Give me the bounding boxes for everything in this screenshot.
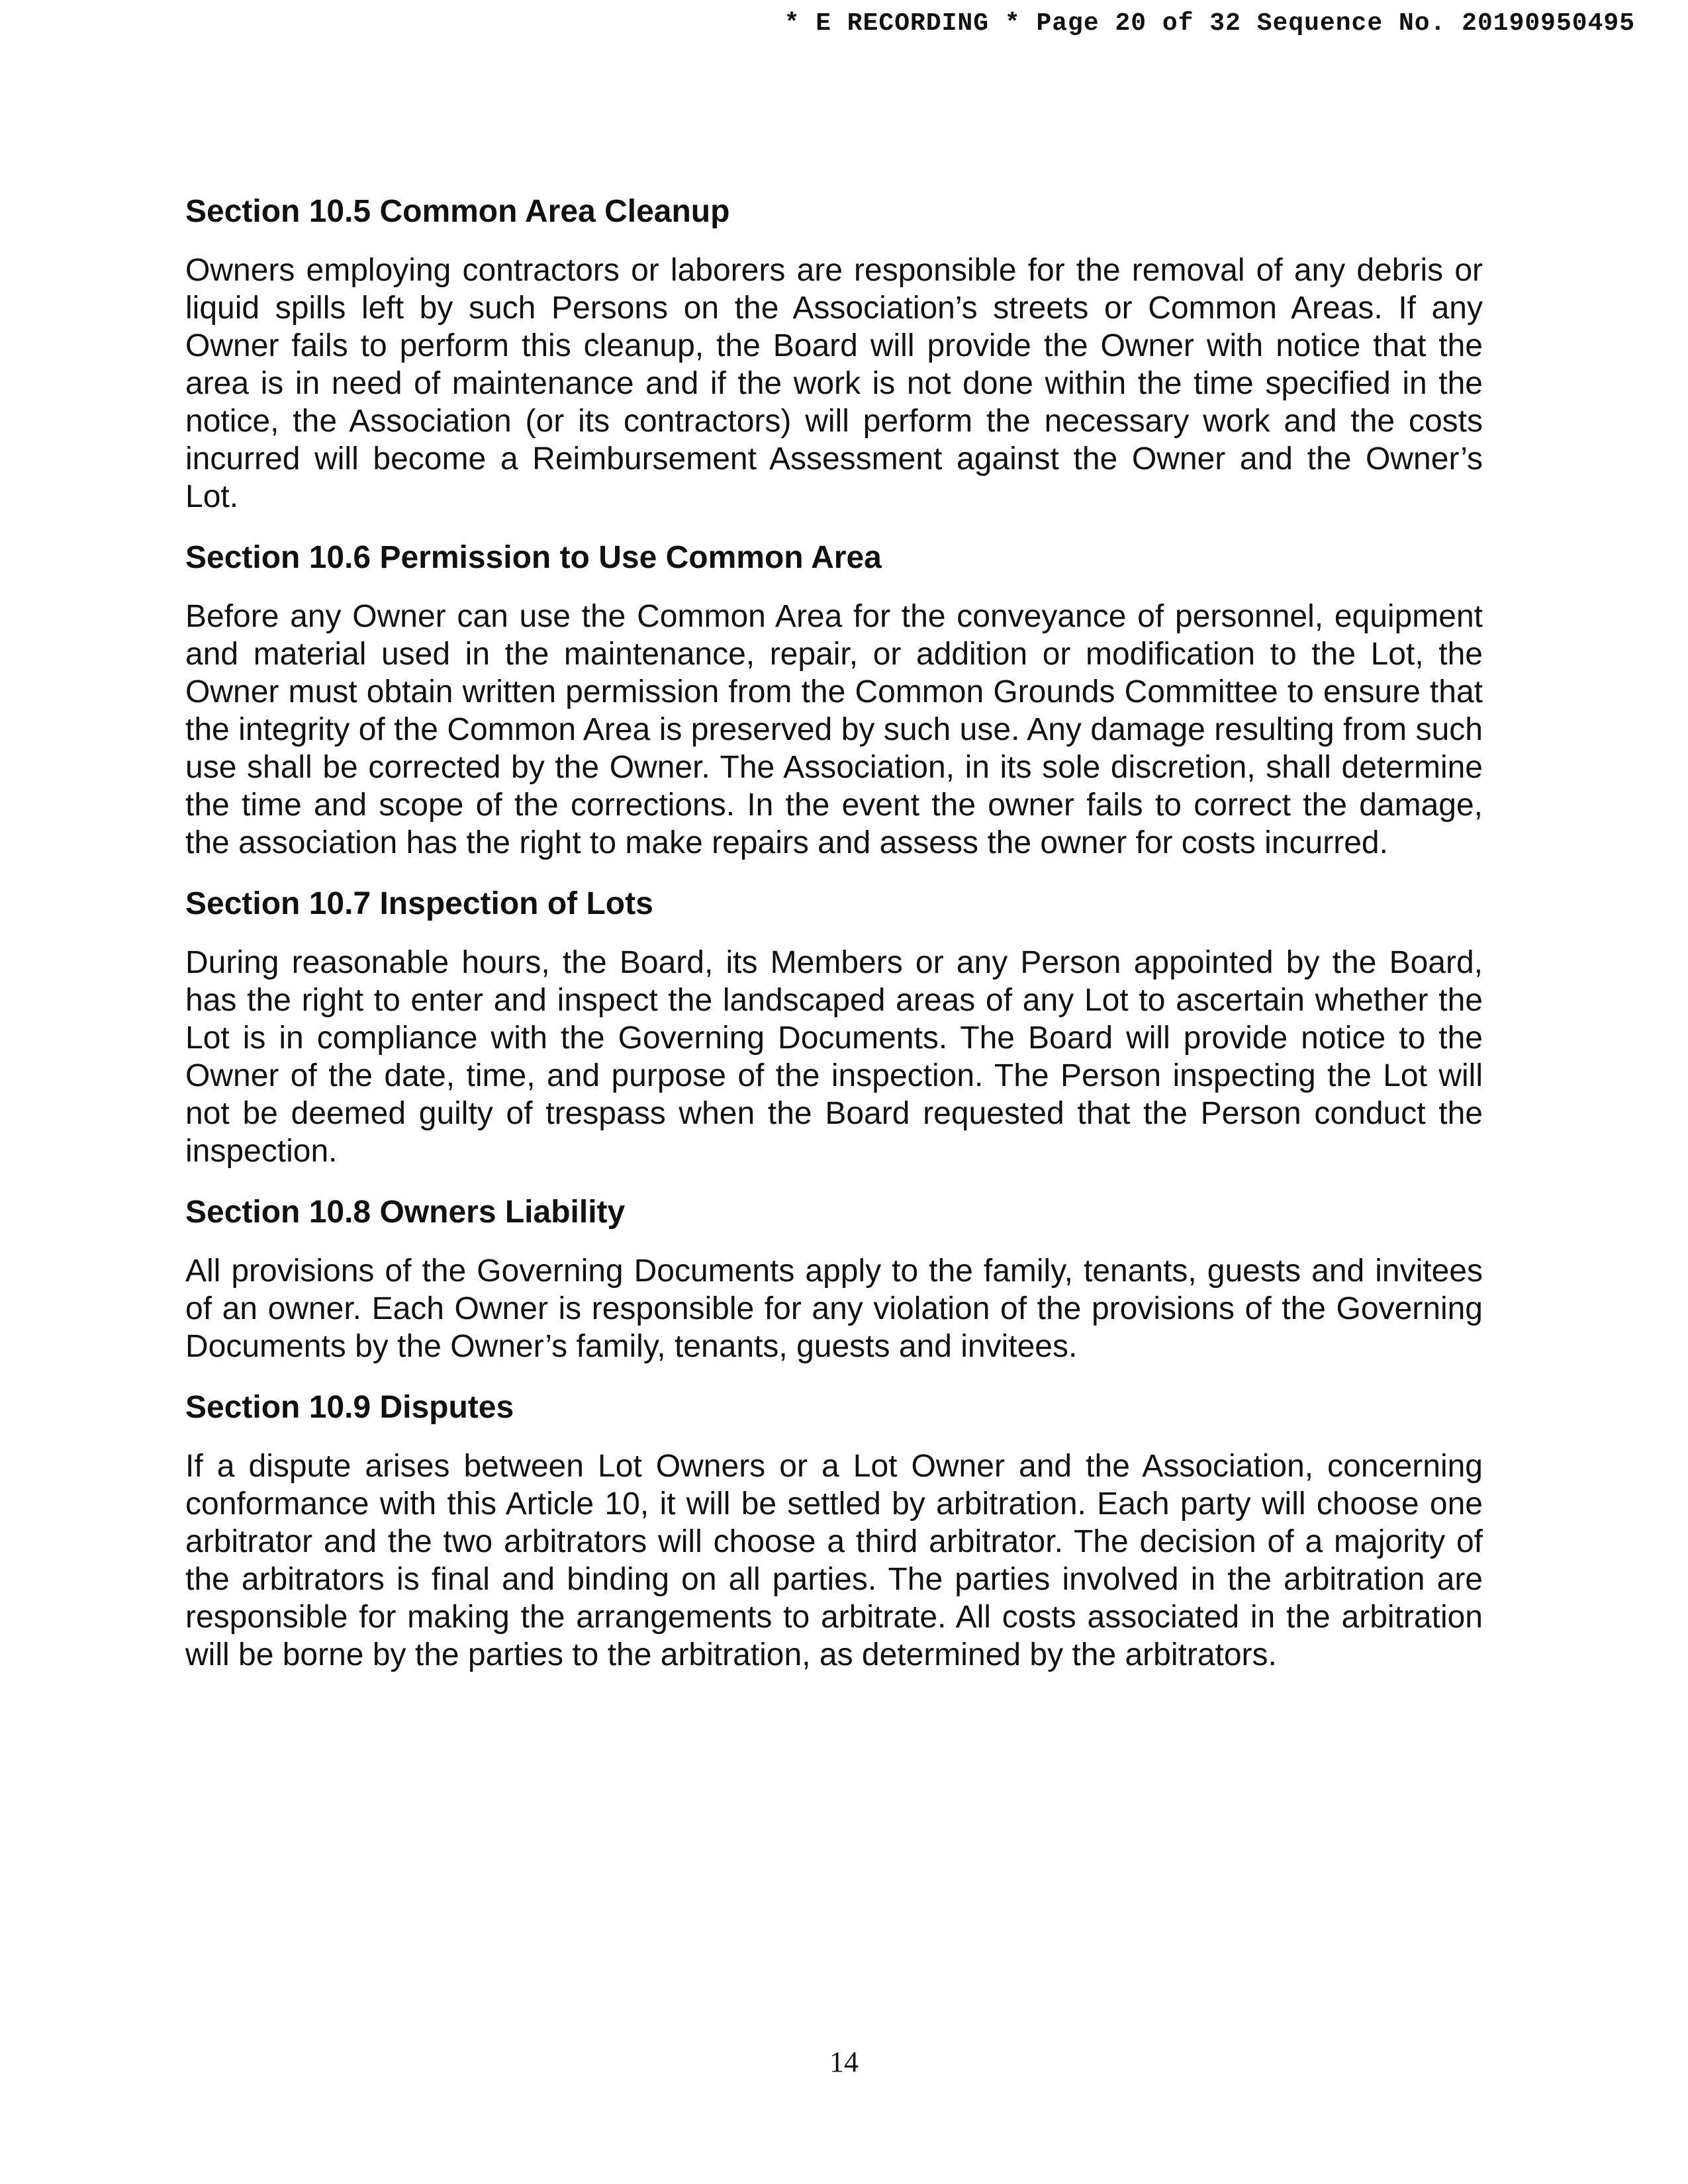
section-paragraph: All provisions of the Governing Documents apply to the family, tenants, guests and invitees of an owner. Each Owner is responsible for any violation of the provisions of the Governing Documents by the Owner’s family, tenants, guests and invitees. [185,1253,1483,1364]
section-title: Section 10.8 Owners Liability [185,1195,626,1230]
section-10-8 [185,1193,1483,1365]
section-title: Section 10.6 Permission to Use Common Area [185,540,882,575]
section-title: Section 10.5 Common Area Cleanup [185,194,730,229]
section-title: Section 10.9 Disputes [185,1390,514,1425]
section-10-6 [185,538,1483,862]
section-10-7 [185,884,1483,1170]
page-number: 14 [829,2046,859,2078]
section-10-5 [185,192,1483,516]
recording-header: * E RECORDING * Page 20 of 32 Sequence No. 20190950495 [784,9,1635,38]
document-body [185,192,1483,1696]
section-paragraph: If a dispute arises between Lot Owners or a Lot Owner and the Association, concerning conformance with this Article 10, it will be settled by arbitration. Each party will choose one arbitrator and the two arbitrators will choose a third arbitrator. The decision of a majority of the arbitrators is final and binding on all parties. The parties involved in the arbitration are responsible for making the arrangements to arbitrate. All costs associated in the arbitration will be borne by the parties to the arbitration, as determined by the arbitrators. [185,1449,1483,1672]
section-paragraph: Owners employing contractors or laborers are responsible for the removal of any debris or liquid spills left by such Persons on the Association’s streets or Common Areas. If any Owner fails to perform this cleanup, the Board will provide the Owner with notice that the area is in need of maintenance and if the work is not done within the time specified in the notice, the Association (or its contractors) will perform the necessary work and the costs incurred will become a Reimbursement Assessment against the Owner and the Owner’s Lot. [185,253,1483,514]
section-title: Section 10.7 Inspection of Lots [185,886,653,921]
section-paragraph: Before any Owner can use the Common Area for the conveyance of personnel, equipment and material used in the maintenance, repair, or addition or modification to the Lot, the Owner must obtain written permission from the Common Grounds Committee to ensure that the integrity of the Common Area is preserved by such use. Any damage resulting from such use shall be corrected by the Owner. The Association, in its sole discretion, shall determine the time and scope of the corrections. In the event the owner fails to correct the damage, the association has the right to make repairs and assess the owner for costs incurred. [185,599,1483,860]
section-paragraph: During reasonable hours, the Board, its Members or any Person appointed by the Board, has the right to enter and inspect the landscaped areas of any Lot to ascertain whether the Lot is in compliance with the Governing Documents. The Board will provide notice to the Owner of the date, time, and purpose of the inspection. The Person inspecting the Lot will not be deemed guilty of trespass when the Board requested that the Person conduct the inspection. [185,945,1483,1169]
section-10-9 [185,1388,1483,1674]
